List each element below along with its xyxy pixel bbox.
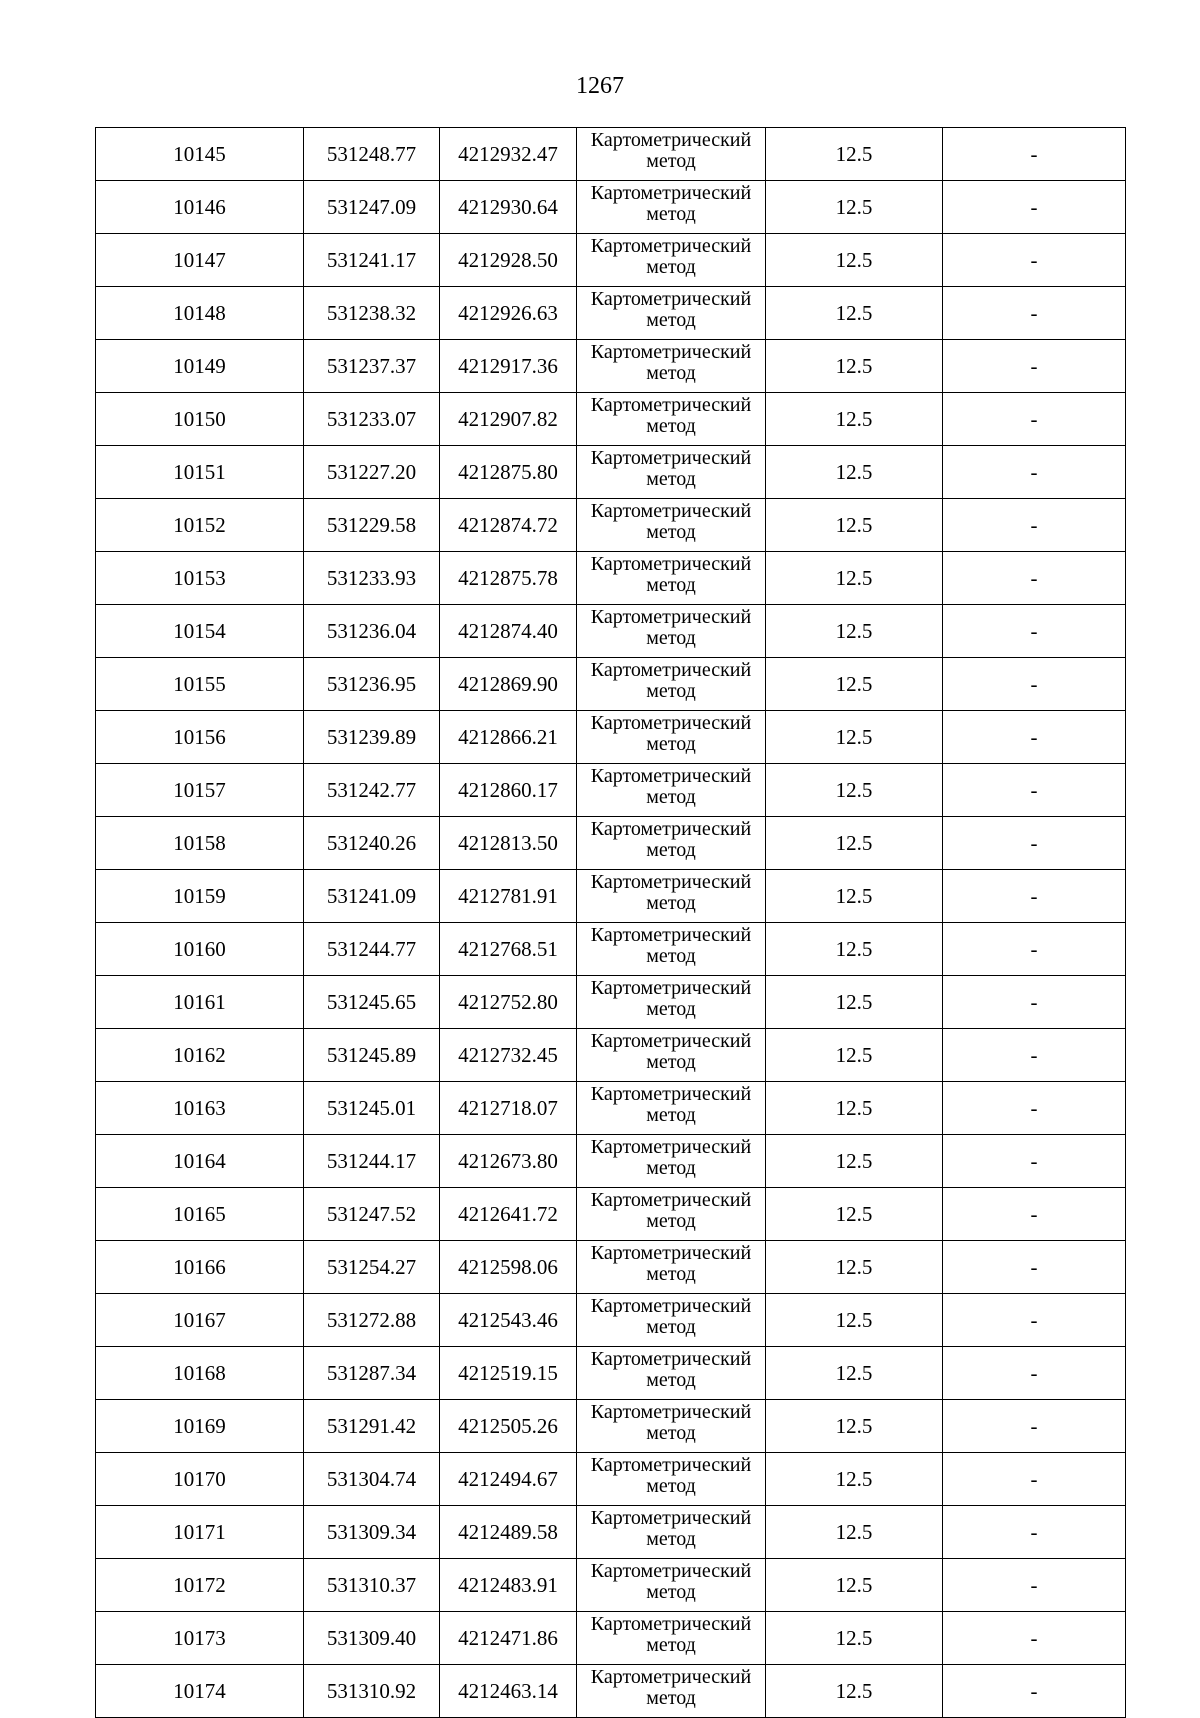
y-coordinate-cell: 4212930.64 <box>440 181 577 234</box>
point-number-cell: 10162 <box>96 1029 304 1082</box>
description-cell: - <box>943 340 1126 393</box>
description-cell: - <box>943 711 1126 764</box>
x-coordinate-cell: 531304.74 <box>304 1453 440 1506</box>
x-coordinate-cell: 531229.58 <box>304 499 440 552</box>
method-cell: Картометрический метод <box>577 1241 766 1294</box>
point-number-cell: 10164 <box>96 1135 304 1188</box>
y-coordinate-cell: 4212489.58 <box>440 1506 577 1559</box>
x-coordinate-cell: 531233.07 <box>304 393 440 446</box>
table-row <box>96 976 1126 1029</box>
y-coordinate-cell: 4212471.86 <box>440 1612 577 1665</box>
x-coordinate-cell: 531236.04 <box>304 605 440 658</box>
accuracy-cell: 12.5 <box>766 1559 943 1612</box>
x-coordinate-cell: 531245.01 <box>304 1082 440 1135</box>
x-coordinate-cell: 531241.17 <box>304 234 440 287</box>
x-coordinate-cell: 531254.27 <box>304 1241 440 1294</box>
description-cell: - <box>943 1612 1126 1665</box>
accuracy-cell: 12.5 <box>766 1506 943 1559</box>
accuracy-cell: 12.5 <box>766 128 943 181</box>
x-coordinate-cell: 531287.34 <box>304 1347 440 1400</box>
description-cell: - <box>943 1188 1126 1241</box>
y-coordinate-cell: 4212875.78 <box>440 552 577 605</box>
point-number-cell: 10165 <box>96 1188 304 1241</box>
accuracy-cell: 12.5 <box>766 923 943 976</box>
x-coordinate-cell: 531236.95 <box>304 658 440 711</box>
method-cell: Картометрический метод <box>577 1665 766 1718</box>
table-row <box>96 817 1126 870</box>
method-cell: Картометрический метод <box>577 1559 766 1612</box>
table-row <box>96 181 1126 234</box>
table-row <box>96 234 1126 287</box>
point-number-cell: 10148 <box>96 287 304 340</box>
table-row <box>96 1241 1126 1294</box>
accuracy-cell: 12.5 <box>766 1029 943 1082</box>
description-cell: - <box>943 1506 1126 1559</box>
method-cell: Картометрический метод <box>577 1400 766 1453</box>
point-number-cell: 10151 <box>96 446 304 499</box>
table-row <box>96 923 1126 976</box>
point-number-cell: 10146 <box>96 181 304 234</box>
method-cell: Картометрический метод <box>577 446 766 499</box>
method-cell: Картометрический метод <box>577 1453 766 1506</box>
x-coordinate-cell: 531237.37 <box>304 340 440 393</box>
point-number-cell: 10158 <box>96 817 304 870</box>
y-coordinate-cell: 4212874.40 <box>440 605 577 658</box>
method-cell: Картометрический метод <box>577 1188 766 1241</box>
accuracy-cell: 12.5 <box>766 658 943 711</box>
point-number-cell: 10149 <box>96 340 304 393</box>
accuracy-cell: 12.5 <box>766 1294 943 1347</box>
table-row <box>96 1294 1126 1347</box>
y-coordinate-cell: 4212869.90 <box>440 658 577 711</box>
point-number-cell: 10150 <box>96 393 304 446</box>
description-cell: - <box>943 817 1126 870</box>
accuracy-cell: 12.5 <box>766 711 943 764</box>
x-coordinate-cell: 531245.89 <box>304 1029 440 1082</box>
method-cell: Картометрический метод <box>577 764 766 817</box>
accuracy-cell: 12.5 <box>766 287 943 340</box>
y-coordinate-cell: 4212752.80 <box>440 976 577 1029</box>
accuracy-cell: 12.5 <box>766 1082 943 1135</box>
x-coordinate-cell: 531248.77 <box>304 128 440 181</box>
y-coordinate-cell: 4212875.80 <box>440 446 577 499</box>
y-coordinate-cell: 4212932.47 <box>440 128 577 181</box>
point-number-cell: 10152 <box>96 499 304 552</box>
y-coordinate-cell: 4212463.14 <box>440 1665 577 1718</box>
point-number-cell: 10161 <box>96 976 304 1029</box>
table-row <box>96 1612 1126 1665</box>
method-cell: Картометрический метод <box>577 1347 766 1400</box>
y-coordinate-cell: 4212781.91 <box>440 870 577 923</box>
y-coordinate-cell: 4212917.36 <box>440 340 577 393</box>
table-row <box>96 658 1126 711</box>
y-coordinate-cell: 4212768.51 <box>440 923 577 976</box>
accuracy-cell: 12.5 <box>766 1347 943 1400</box>
method-cell: Картометрический метод <box>577 1135 766 1188</box>
method-cell: Картометрический метод <box>577 870 766 923</box>
x-coordinate-cell: 531227.20 <box>304 446 440 499</box>
point-number-cell: 10157 <box>96 764 304 817</box>
table-row <box>96 552 1126 605</box>
table-row <box>96 870 1126 923</box>
method-cell: Картометрический метод <box>577 1612 766 1665</box>
y-coordinate-cell: 4212907.82 <box>440 393 577 446</box>
description-cell: - <box>943 1029 1126 1082</box>
table-row <box>96 340 1126 393</box>
y-coordinate-cell: 4212874.72 <box>440 499 577 552</box>
point-number-cell: 10169 <box>96 1400 304 1453</box>
y-coordinate-cell: 4212813.50 <box>440 817 577 870</box>
x-coordinate-cell: 531242.77 <box>304 764 440 817</box>
method-cell: Картометрический метод <box>577 340 766 393</box>
x-coordinate-cell: 531244.77 <box>304 923 440 976</box>
x-coordinate-cell: 531291.42 <box>304 1400 440 1453</box>
point-number-cell: 10156 <box>96 711 304 764</box>
accuracy-cell: 12.5 <box>766 764 943 817</box>
description-cell: - <box>943 1294 1126 1347</box>
method-cell: Картометрический метод <box>577 1294 766 1347</box>
method-cell: Картометрический метод <box>577 817 766 870</box>
accuracy-cell: 12.5 <box>766 446 943 499</box>
accuracy-cell: 12.5 <box>766 340 943 393</box>
accuracy-cell: 12.5 <box>766 1135 943 1188</box>
accuracy-cell: 12.5 <box>766 605 943 658</box>
description-cell: - <box>943 552 1126 605</box>
table-row <box>96 1347 1126 1400</box>
description-cell: - <box>943 1400 1126 1453</box>
point-number-cell: 10147 <box>96 234 304 287</box>
x-coordinate-cell: 531233.93 <box>304 552 440 605</box>
y-coordinate-cell: 4212860.17 <box>440 764 577 817</box>
description-cell: - <box>943 1559 1126 1612</box>
method-cell: Картометрический метод <box>577 605 766 658</box>
point-number-cell: 10153 <box>96 552 304 605</box>
table-row <box>96 446 1126 499</box>
accuracy-cell: 12.5 <box>766 870 943 923</box>
point-number-cell: 10173 <box>96 1612 304 1665</box>
method-cell: Картометрический метод <box>577 393 766 446</box>
table-row <box>96 1506 1126 1559</box>
method-cell: Картометрический метод <box>577 711 766 764</box>
method-cell: Картометрический метод <box>577 976 766 1029</box>
page-number: 1267 <box>576 73 624 99</box>
x-coordinate-cell: 531310.37 <box>304 1559 440 1612</box>
y-coordinate-cell: 4212519.15 <box>440 1347 577 1400</box>
point-number-cell: 10174 <box>96 1665 304 1718</box>
point-number-cell: 10155 <box>96 658 304 711</box>
description-cell: - <box>943 1135 1126 1188</box>
y-coordinate-cell: 4212718.07 <box>440 1082 577 1135</box>
x-coordinate-cell: 531240.26 <box>304 817 440 870</box>
table-row <box>96 605 1126 658</box>
point-number-cell: 10166 <box>96 1241 304 1294</box>
description-cell: - <box>943 1241 1126 1294</box>
description-cell: - <box>943 870 1126 923</box>
accuracy-cell: 12.5 <box>766 181 943 234</box>
table-row <box>96 393 1126 446</box>
description-cell: - <box>943 1665 1126 1718</box>
description-cell: - <box>943 499 1126 552</box>
accuracy-cell: 12.5 <box>766 499 943 552</box>
coordinates-table-body <box>96 128 1126 1718</box>
x-coordinate-cell: 531272.88 <box>304 1294 440 1347</box>
x-coordinate-cell: 531310.92 <box>304 1665 440 1718</box>
x-coordinate-cell: 531309.40 <box>304 1612 440 1665</box>
table-row <box>96 1135 1126 1188</box>
method-cell: Картометрический метод <box>577 658 766 711</box>
accuracy-cell: 12.5 <box>766 817 943 870</box>
description-cell: - <box>943 658 1126 711</box>
accuracy-cell: 12.5 <box>766 1241 943 1294</box>
table-row <box>96 1188 1126 1241</box>
accuracy-cell: 12.5 <box>766 234 943 287</box>
point-number-cell: 10163 <box>96 1082 304 1135</box>
method-cell: Картометрический метод <box>577 1506 766 1559</box>
point-number-cell: 10168 <box>96 1347 304 1400</box>
x-coordinate-cell: 531247.52 <box>304 1188 440 1241</box>
description-cell: - <box>943 1453 1126 1506</box>
y-coordinate-cell: 4212483.91 <box>440 1559 577 1612</box>
x-coordinate-cell: 531238.32 <box>304 287 440 340</box>
description-cell: - <box>943 128 1126 181</box>
y-coordinate-cell: 4212926.63 <box>440 287 577 340</box>
method-cell: Картометрический метод <box>577 181 766 234</box>
method-cell: Картометрический метод <box>577 499 766 552</box>
method-cell: Картометрический метод <box>577 128 766 181</box>
point-number-cell: 10145 <box>96 128 304 181</box>
point-number-cell: 10172 <box>96 1559 304 1612</box>
coordinates-table <box>95 127 1126 1718</box>
accuracy-cell: 12.5 <box>766 1665 943 1718</box>
table-row <box>96 1665 1126 1718</box>
x-coordinate-cell: 531244.17 <box>304 1135 440 1188</box>
x-coordinate-cell: 531239.89 <box>304 711 440 764</box>
description-cell: - <box>943 976 1126 1029</box>
y-coordinate-cell: 4212866.21 <box>440 711 577 764</box>
x-coordinate-cell: 531241.09 <box>304 870 440 923</box>
table-row <box>96 1082 1126 1135</box>
y-coordinate-cell: 4212928.50 <box>440 234 577 287</box>
y-coordinate-cell: 4212732.45 <box>440 1029 577 1082</box>
point-number-cell: 10160 <box>96 923 304 976</box>
table-row <box>96 1559 1126 1612</box>
y-coordinate-cell: 4212673.80 <box>440 1135 577 1188</box>
method-cell: Картометрический метод <box>577 1029 766 1082</box>
x-coordinate-cell: 531309.34 <box>304 1506 440 1559</box>
accuracy-cell: 12.5 <box>766 552 943 605</box>
y-coordinate-cell: 4212641.72 <box>440 1188 577 1241</box>
description-cell: - <box>943 287 1126 340</box>
x-coordinate-cell: 531247.09 <box>304 181 440 234</box>
point-number-cell: 10159 <box>96 870 304 923</box>
accuracy-cell: 12.5 <box>766 1188 943 1241</box>
table-row <box>96 287 1126 340</box>
method-cell: Картометрический метод <box>577 287 766 340</box>
description-cell: - <box>943 605 1126 658</box>
point-number-cell: 10170 <box>96 1453 304 1506</box>
y-coordinate-cell: 4212494.67 <box>440 1453 577 1506</box>
table-row <box>96 1453 1126 1506</box>
accuracy-cell: 12.5 <box>766 1612 943 1665</box>
method-cell: Картометрический метод <box>577 1082 766 1135</box>
description-cell: - <box>943 1082 1126 1135</box>
description-cell: - <box>943 393 1126 446</box>
method-cell: Картометрический метод <box>577 923 766 976</box>
table-row <box>96 764 1126 817</box>
method-cell: Картометрический метод <box>577 234 766 287</box>
description-cell: - <box>943 1347 1126 1400</box>
point-number-cell: 10167 <box>96 1294 304 1347</box>
description-cell: - <box>943 923 1126 976</box>
table-row <box>96 711 1126 764</box>
description-cell: - <box>943 764 1126 817</box>
method-cell: Картометрический метод <box>577 552 766 605</box>
accuracy-cell: 12.5 <box>766 976 943 1029</box>
description-cell: - <box>943 181 1126 234</box>
accuracy-cell: 12.5 <box>766 393 943 446</box>
description-cell: - <box>943 446 1126 499</box>
table-row <box>96 499 1126 552</box>
x-coordinate-cell: 531245.65 <box>304 976 440 1029</box>
table-row <box>96 1029 1126 1082</box>
y-coordinate-cell: 4212505.26 <box>440 1400 577 1453</box>
point-number-cell: 10171 <box>96 1506 304 1559</box>
accuracy-cell: 12.5 <box>766 1453 943 1506</box>
description-cell: - <box>943 234 1126 287</box>
y-coordinate-cell: 4212543.46 <box>440 1294 577 1347</box>
table-row <box>96 1400 1126 1453</box>
point-number-cell: 10154 <box>96 605 304 658</box>
y-coordinate-cell: 4212598.06 <box>440 1241 577 1294</box>
table-row <box>96 128 1126 181</box>
accuracy-cell: 12.5 <box>766 1400 943 1453</box>
